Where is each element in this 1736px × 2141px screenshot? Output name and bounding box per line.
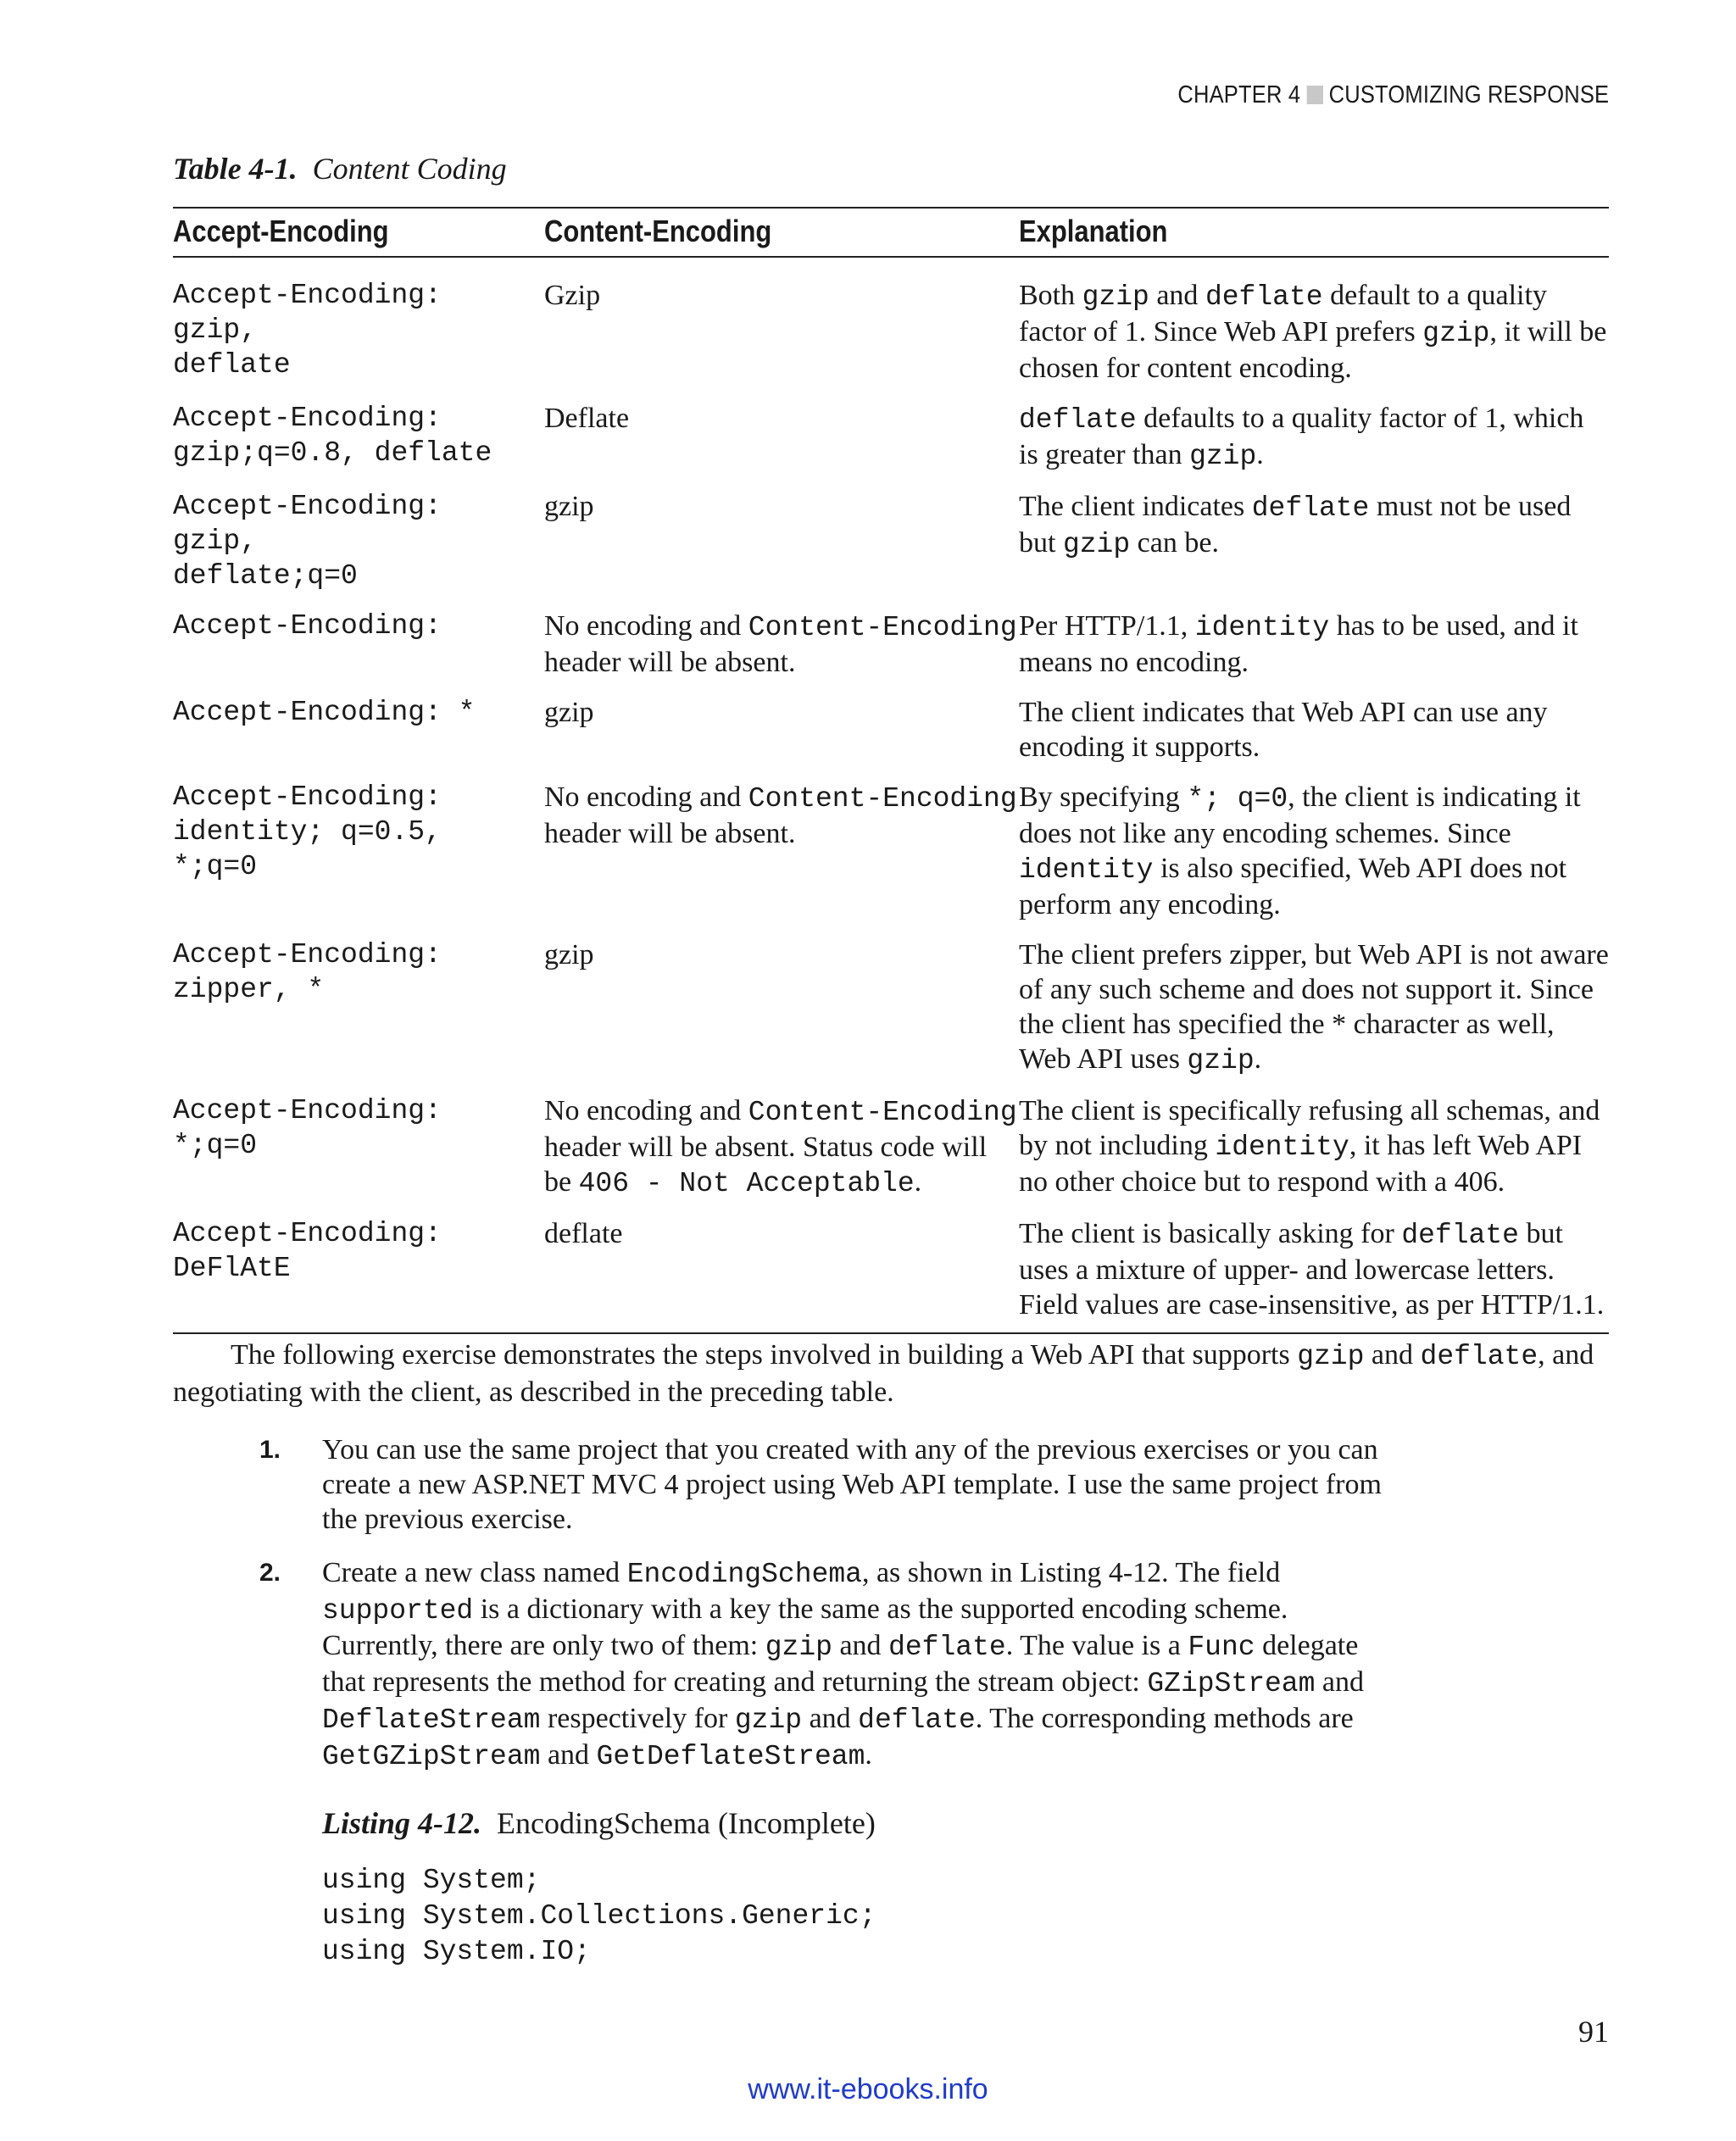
- accept-encoding-line: Accept-Encoding: gzip,: [173, 491, 442, 557]
- accept-encoding-line: Accept-Encoding:: [173, 403, 442, 434]
- content-encoding-cell: deflate: [544, 1216, 1019, 1333]
- listing-caption: [322, 1805, 876, 1841]
- inline-code: GetGZipStream: [322, 1741, 541, 1772]
- content-encoding-cell: Deflate: [544, 403, 630, 434]
- inline-code: identity: [1215, 1132, 1349, 1163]
- inline-code: *; q=0: [1187, 783, 1288, 815]
- step-text: Create a new class named EncodingSchema, as shown in Listing 4-12. The field supported is a dictionary with a key the same as the supported encoding scheme. Currently, there are only two of them: gzip and deflate. The value is a Func delegate that represents the method for creating and returning the stream object: GZipStream and DeflateStream respectively for gzip and deflate. The corresponding methods are GetGZipStream and GetDeflateStream.: [322, 1557, 1365, 1772]
- explanation-cell: By specifying *; q=0, the client is indicating it does not like any encoding schemes. Since identity is also specified, Web API does not perform any encoding.: [1019, 781, 1581, 920]
- accept-encoding-cell: [173, 937, 544, 1093]
- inline-code: gzip: [1422, 318, 1490, 349]
- accept-encoding-cell: [173, 695, 544, 780]
- explanation-cell: The client indicates deflate must not be used but gzip can be.: [1019, 491, 1572, 560]
- accept-encoding-line: deflate: [173, 349, 291, 381]
- accept-encoding-line: Accept-Encoding:: [173, 610, 442, 642]
- table-row: [173, 489, 1609, 609]
- inline-code: gzip: [1297, 1341, 1365, 1372]
- accept-encoding-line: gzip;q=0.8, deflate: [173, 437, 492, 469]
- step-item: [259, 1555, 1407, 1774]
- steps-list: [259, 1432, 1407, 1793]
- inline-code: Content-Encoding: [748, 1097, 1017, 1128]
- table-row: [173, 695, 1609, 780]
- explanation-cell: The client is basically asking for deflate but uses a mixture of upper- and lowercase letters. Field values are case-insensitive, as per HTTP/1.1.: [1019, 1216, 1609, 1333]
- inline-code: gzip: [1082, 281, 1149, 313]
- table-row: [173, 257, 1609, 401]
- table-row: [173, 1093, 1609, 1216]
- column-header: Accept-Encoding: [173, 208, 544, 257]
- column-header: Explanation: [1019, 208, 1609, 257]
- separator-square-icon: [1306, 86, 1322, 104]
- inline-code: deflate: [888, 1632, 1006, 1663]
- table-title: Content Coding: [312, 152, 507, 186]
- intro-paragraph: The following exercise demonstrates the steps involved in building a Web API that supports gzip and deflate, and negotiating with the client, as described in the preceding table.: [173, 1339, 1594, 1408]
- running-header: [1177, 81, 1609, 109]
- accept-encoding-line: Accept-Encoding:: [173, 781, 442, 813]
- accept-encoding-line: Accept-Encoding:: [173, 939, 442, 970]
- listing-label: Listing 4-12.: [322, 1806, 482, 1840]
- inline-code: GetDeflateStream: [596, 1741, 865, 1772]
- table-row: [173, 609, 1609, 695]
- inline-code: deflate: [1205, 281, 1323, 313]
- inline-code: supported: [322, 1595, 474, 1627]
- chapter-label: CHAPTER 4: [1177, 81, 1300, 108]
- page-number: 91: [1578, 2015, 1609, 2049]
- inline-code: 406 - Not Acceptable: [578, 1168, 915, 1199]
- step-item: [259, 1432, 1407, 1537]
- explanation-cell: The client is specifically refusing all schemas, and by not including identity, it has left Web API no other choice but to respond with a 406.: [1019, 1095, 1600, 1198]
- table-row: [173, 1216, 1609, 1333]
- inline-code: deflate: [1420, 1341, 1538, 1372]
- accept-encoding-line: Accept-Encoding: gzip,: [173, 280, 442, 346]
- content-encoding-cell: Gzip: [544, 280, 601, 311]
- listing-title: EncodingSchema (Incomplete): [497, 1806, 876, 1840]
- accept-encoding-line: zipper, *: [173, 974, 325, 1005]
- table-header-row: [173, 208, 1609, 257]
- accept-encoding-cell: [173, 1216, 544, 1333]
- inline-code: GZipStream: [1147, 1668, 1316, 1699]
- table-row: [173, 401, 1609, 489]
- accept-encoding-cell: [173, 401, 544, 489]
- explanation-cell: deflate defaults to a quality factor of 1, which is greater than gzip.: [1019, 403, 1584, 472]
- accept-encoding-line: deflate;q=0: [173, 560, 358, 592]
- step-number: 2.: [259, 1559, 281, 1587]
- content-encoding-cell: gzip: [544, 491, 594, 522]
- step-text: You can use the same project that you created with any of the previous exercises or you can create a new ASP.NET MVC 4 project using Web API template. I use the same project from the previous exercise.: [322, 1434, 1382, 1535]
- inline-code: identity: [1019, 854, 1154, 886]
- inline-code: gzip: [1187, 1045, 1255, 1076]
- accept-encoding-cell: [173, 609, 544, 695]
- content-encoding-cell: No encoding and Content-Encoding header will be absent.: [544, 781, 1017, 849]
- inline-code: gzip: [765, 1632, 832, 1663]
- content-coding-table: [173, 207, 1609, 1334]
- content-encoding-cell: gzip: [544, 939, 594, 970]
- inline-code: Content-Encoding: [748, 783, 1017, 815]
- inline-code: gzip: [1189, 441, 1257, 472]
- inline-code: DeflateStream: [322, 1704, 541, 1736]
- explanation-cell: The client prefers zipper, but Web API is not aware of any such scheme and does not support it. Since the client has specified the * character as well, Web API uses gzip.: [1019, 939, 1609, 1076]
- inline-code: Func: [1188, 1632, 1255, 1663]
- explanation-cell: Both gzip and deflate default to a quality factor of 1. Since Web API prefers gzip, it will be chosen for content encoding.: [1019, 280, 1607, 384]
- accept-encoding-cell: [173, 489, 544, 609]
- inline-code: identity: [1194, 612, 1330, 643]
- accept-encoding-line: identity; q=0.5, *;q=0: [173, 816, 442, 882]
- inline-code: deflate: [858, 1704, 976, 1736]
- content-encoding-cell: gzip: [544, 697, 594, 728]
- inline-code: Content-Encoding: [748, 612, 1017, 643]
- inline-code: deflate: [1251, 492, 1370, 524]
- accept-encoding-cell: [173, 780, 544, 937]
- inline-code: EncodingSchema: [626, 1559, 862, 1590]
- section-label: CUSTOMIZING RESPONSE: [1328, 81, 1609, 108]
- accept-encoding-line: Accept-Encoding: *: [173, 697, 476, 728]
- table-label: Table 4-1.: [173, 152, 298, 186]
- footer-link[interactable]: www.it-ebooks.info: [748, 2073, 988, 2105]
- step-number: 1.: [259, 1436, 281, 1464]
- table-caption: [173, 151, 507, 186]
- table-row: [173, 937, 1609, 1093]
- accept-encoding-line: Accept-Encoding: DeFlAtE: [173, 1218, 442, 1284]
- inline-code: gzip: [1062, 529, 1131, 560]
- content-encoding-cell: No encoding and Content-Encoding header will be absent. Status code will be 406 - Not Acceptable.: [544, 1095, 1017, 1199]
- accept-encoding-cell: [173, 1093, 544, 1216]
- explanation-cell: The client indicates that Web API can use any encoding it supports.: [1019, 697, 1548, 763]
- accept-encoding-cell: [173, 257, 544, 401]
- inline-code: deflate: [1019, 404, 1137, 436]
- inline-code: deflate: [1401, 1220, 1519, 1251]
- code-listing: using System; using System.Collections.Generic; using System.IO;: [322, 1865, 876, 1967]
- table-row: [173, 780, 1609, 937]
- column-header: Content-Encoding: [544, 208, 1019, 257]
- content-encoding-cell: No encoding and Content-Encoding header will be absent.: [544, 610, 1017, 678]
- accept-encoding-line: Accept-Encoding: *;q=0: [173, 1095, 442, 1161]
- explanation-cell: Per HTTP/1.1, identity has to be used, and it means no encoding.: [1019, 610, 1578, 678]
- inline-code: gzip: [734, 1704, 803, 1736]
